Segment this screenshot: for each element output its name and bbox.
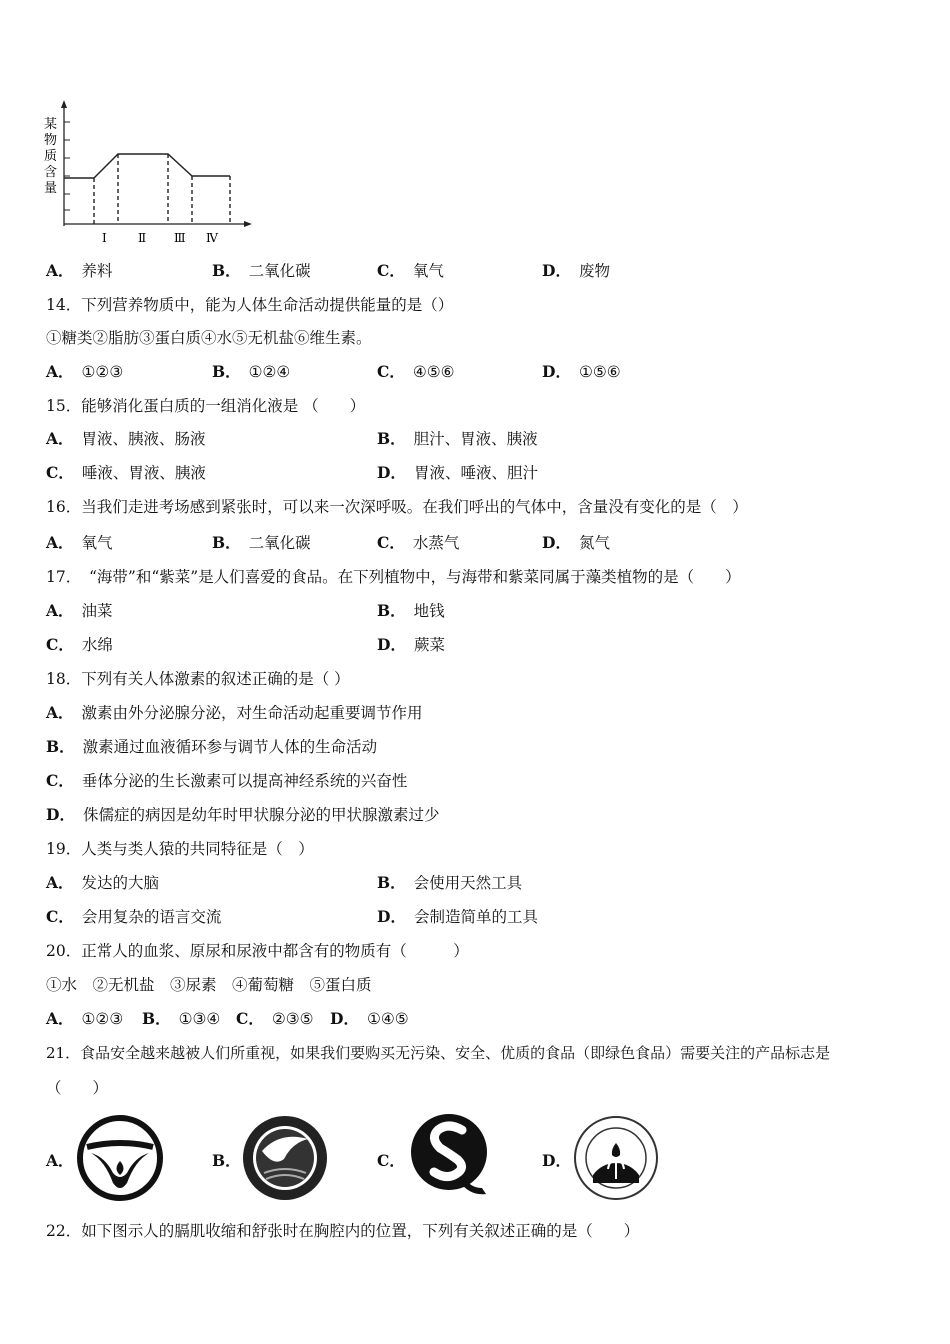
q14-option-b[interactable]: B． ①②④ xyxy=(212,362,291,381)
graph-x-tick: Ⅱ xyxy=(138,231,147,245)
substance-content-graph xyxy=(40,98,260,248)
q17-option-c[interactable]: C． 水绵 xyxy=(46,635,113,654)
q20-option-a[interactable]: A． ①②③ xyxy=(46,1009,124,1028)
q13-option-a[interactable]: A． 养料 xyxy=(46,261,113,280)
graph-y-label-char: 质 xyxy=(44,149,58,164)
q20-option-c[interactable]: C． ②③⑤ xyxy=(236,1009,314,1028)
q17-stem: 17． “海带”和“紫菜”是人们喜爱的食品。在下列植物中，与海带和紫菜同属于藻类植物的是（ ） xyxy=(46,568,741,586)
q21-paren: （ ） xyxy=(46,1079,109,1097)
graph-x-tick: Ⅰ xyxy=(102,231,107,245)
q21-option-c-label[interactable]: C． xyxy=(377,1151,405,1170)
q14-option-d[interactable]: D． ①⑤⑥ xyxy=(542,362,621,381)
q15-option-d[interactable]: D． 胃液、唾液、胆汁 xyxy=(377,463,538,482)
q17-option-a[interactable]: A． 油菜 xyxy=(46,601,113,620)
q15-stem: 15．能够消化蛋白质的一组消化液是 （ ） xyxy=(46,397,366,415)
graph-x-tick: Ⅳ xyxy=(206,231,218,245)
q20-stem: 20．正常人的血浆、原尿和尿液中都含有的物质有（ ） xyxy=(46,942,469,960)
q21-option-b-logo[interactable] xyxy=(240,1113,330,1203)
q17-option-b[interactable]: B． 地钱 xyxy=(377,601,445,620)
graph-x-tick: Ⅲ xyxy=(174,231,186,245)
q21-option-a-label[interactable]: A． xyxy=(46,1151,74,1170)
q15-option-c[interactable]: C． 唾液、胃液、胰液 xyxy=(46,463,206,482)
q19-option-a[interactable]: A． 发达的大脑 xyxy=(46,873,160,892)
q13-option-b[interactable]: B． 二氧化碳 xyxy=(212,261,311,280)
graph-y-arrow xyxy=(61,100,67,108)
q21-option-b-label[interactable]: B． xyxy=(212,1151,241,1170)
graph-y-label-char: 物 xyxy=(44,133,58,148)
q20-option-d[interactable]: D． ①④⑤ xyxy=(330,1009,409,1028)
q20-sub: ①水 ②无机盐 ③尿素 ④葡萄糖 ⑤蛋白质 xyxy=(46,976,372,994)
q21-option-d-logo[interactable] xyxy=(571,1113,661,1203)
q18-option-c[interactable]: C． 垂体分泌的生长激素可以提高神经系统的兴奋性 xyxy=(46,771,408,790)
q15-option-b[interactable]: B． 胆汁、胃液、胰液 xyxy=(377,429,538,448)
q14-option-a[interactable]: A． ①②③ xyxy=(46,362,124,381)
q13-option-c[interactable]: C． 氧气 xyxy=(377,261,444,280)
q18-option-a[interactable]: A． 激素由外分泌腺分泌，对生命活动起重要调节作用 xyxy=(46,703,423,722)
q16-option-a[interactable]: A． 氧气 xyxy=(46,533,113,552)
q19-option-c[interactable]: C． 会用复杂的语言交流 xyxy=(46,907,222,926)
q18-option-d[interactable]: D． 侏儒症的病因是幼年时甲状腺分泌的甲状腺激素过少 xyxy=(46,805,440,824)
q14-sub: ①糖类②脂肪③蛋白质④水⑤无机盐⑥维生素。 xyxy=(46,329,372,347)
graph-y-label-char: 量 xyxy=(44,181,58,196)
q19-option-d[interactable]: D． 会制造简单的工具 xyxy=(377,907,538,926)
q14-option-c[interactable]: C． ④⑤⑥ xyxy=(377,362,455,381)
q16-stem: 16．当我们走进考场感到紧张时，可以来一次深呼吸。在我们呼出的气体中，含量没有变化的是（ ） xyxy=(46,498,748,516)
q22-stem: 22．如下图示人的膈肌收缩和舒张时在胸腔内的位置，下列有关叙述正确的是（ ） xyxy=(46,1222,640,1240)
q19-stem: 19．人类与类人猿的共同特征是（ ） xyxy=(46,840,314,858)
q18-stem: 18．下列有关人体激素的叙述正确的是（ ） xyxy=(46,670,350,688)
q16-option-d[interactable]: D． 氮气 xyxy=(542,533,610,552)
graph-y-ticks xyxy=(64,122,70,210)
graph-y-label-char: 某 xyxy=(44,117,58,132)
q17-option-d[interactable]: D． 蕨菜 xyxy=(377,635,445,654)
graph-curve xyxy=(64,154,230,178)
q21-option-a-logo[interactable] xyxy=(75,1113,165,1203)
graph-dashed-lines xyxy=(94,154,230,224)
q21-option-d-label[interactable]: D． xyxy=(542,1151,571,1170)
q13-option-d[interactable]: D． 废物 xyxy=(542,261,610,280)
q21-stem: 21．食品安全越来越被人们所重视，如果我们要购买无污染、安全、优质的食品（即绿色食品）需要关注的产品标志是 xyxy=(46,1044,831,1062)
q14-stem: 14．下列营养物质中，能为人体生命活动提供能量的是（） xyxy=(46,296,454,314)
q16-option-b[interactable]: B． 二氧化碳 xyxy=(212,533,311,552)
q20-option-b[interactable]: B． ①③④ xyxy=(142,1009,221,1028)
q15-option-a[interactable]: A． 胃液、胰液、肠液 xyxy=(46,429,206,448)
q16-option-c[interactable]: C． 水蒸气 xyxy=(377,533,460,552)
graph-y-label-char: 含 xyxy=(44,165,58,180)
q21-option-c-logo[interactable] xyxy=(404,1110,494,1200)
graph-x-arrow xyxy=(244,221,252,227)
q19-option-b[interactable]: B． 会使用天然工具 xyxy=(377,873,523,892)
q18-option-b[interactable]: B． 激素通过血液循环参与调节人体的生命活动 xyxy=(46,737,378,756)
